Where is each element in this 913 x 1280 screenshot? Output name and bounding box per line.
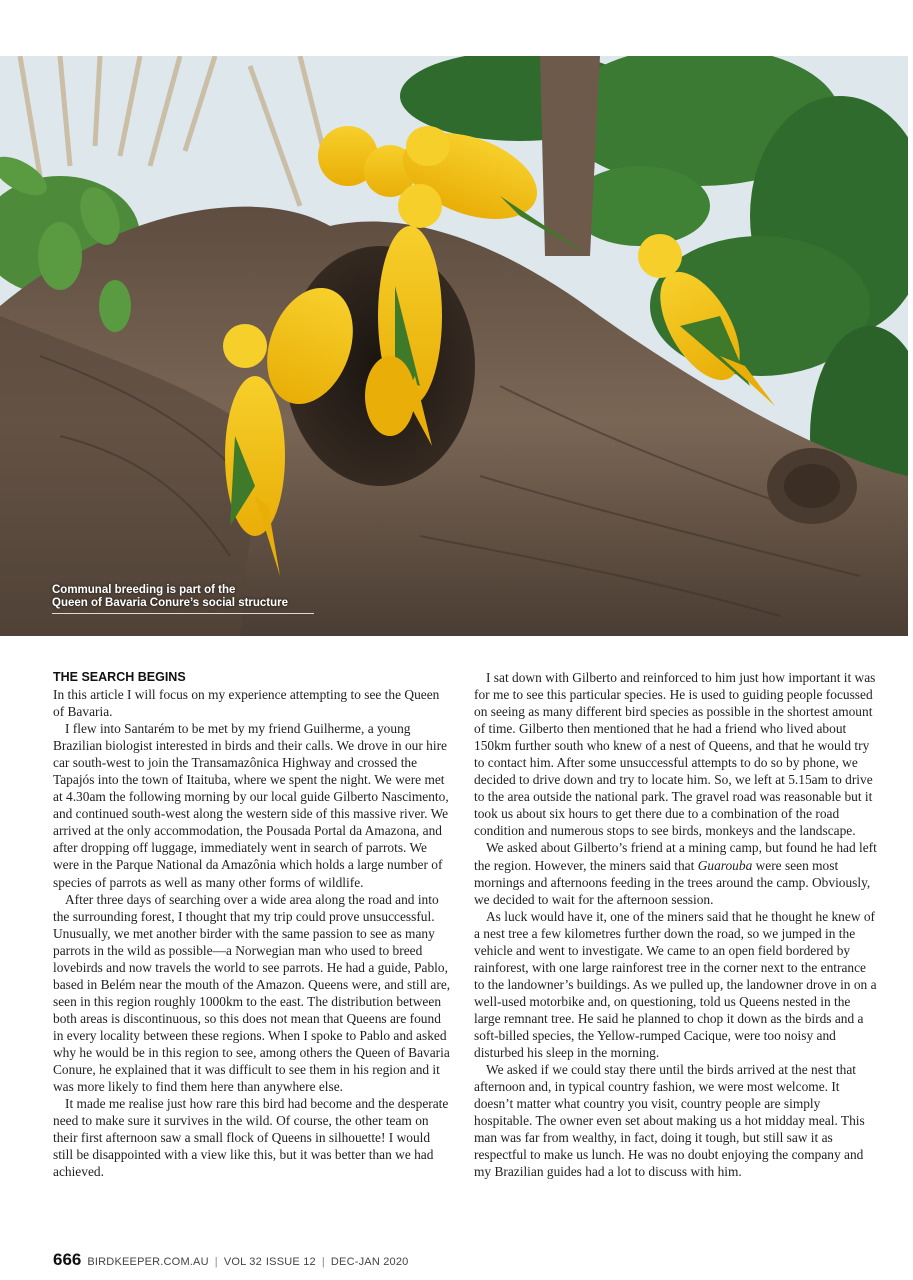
paragraph: As luck would have it, one of the miners said that he thought he knew of a nest tree a few kilometres further down the road, so we jumped in the vehicle and went to investigate. We came to an open field bordered by rainforest, with one large rainforest tree in the corner next to the entrance to the landowner’s buildings. As we pulled up, the landowner drove in on a well-used motorbike and, on questioning, told us Queens nested in the large remnant tree. He said he planned to chop it down as the birds and a soft-billed species, the Yellow-rumped Cacique, were too noisy and disturbed his sleep in the morning. — [474, 908, 877, 1061]
paragraph-text: were seen most mornings and afternoons feeding in the trees around the camp. Obviously, we decided to wait for the afternoon session. — [474, 857, 871, 907]
page-footer — [53, 1250, 409, 1272]
footer-separator: | — [214, 1256, 218, 1268]
paragraph-text: We asked about Gilberto’s friend at a mining camp, but found he had left the region. However, the miners said that — [474, 840, 877, 873]
section-heading: THE SEARCH BEGINS — [53, 670, 186, 684]
article-column-right — [474, 669, 878, 1180]
parrot-photo — [0, 56, 908, 636]
paragraph: We asked if we could stay there until the birds arrived at the nest that afternoon and, in typical country fashion, we were most welcome. It doesn’t matter what country you visit, country people are simply hospitable. The owner even set about making us a hot midday meal. This man was far from wealthy, in fact, doing it tough, but still saw it as respectful to make us lunch. He was no doubt enjoying the company and my Brazilian guides had a lot to discuss with him. — [474, 1062, 865, 1180]
paragraph: I flew into Santarém to be met by my friend Guilherme, a young Brazilian biologist interested in birds and their calls. We drove in our hire car south-west to join the Transamazônica Highway and crossed the Tapajós into the town of Itaituba, where we spent the night. We were met at 4.30am the following morning by our local guide Gilberto Nascimento, and continued south-west along the western side of this massive river. We arrived at the only accommodation, the Pousada Portal da Amazona, and after dropping off luggage, immediately went in search of parrots. We were in the Parque National da Amazônia which holds a large number of species of parrots as well as many other forms of wildlife. — [53, 721, 449, 890]
genus-name: Guarouba — [697, 857, 753, 873]
paragraph: It made me realise just how rare this bird had become and the desperate need to make sure it survives in the wild. Of course, the other team on their first afternoon saw a small flock of Queens in silhouette! I would still be disappointed with a view like this, but it was better than we had achieved. — [53, 1096, 449, 1180]
paragraph: In this article I will focus on my experience attempting to see the Queen of Bavaria. — [53, 687, 440, 720]
caption-line-1: Communal breeding is part of the — [52, 584, 236, 596]
footer-volume: VOL 32 — [223, 1256, 262, 1268]
paragraph: After three days of searching over a wide area along the road and into the surrounding forest, I thought that my trip could prove unsuccessful. Unusually, we met another birder with the same passion to see as many parrots in the wild as possible—a Norwegian man who used to breed lovebirds and now travels the world to see parrots. He had a guide, Pablo, based in Belém near the mouth of the Amazon. Queens were, and still are, seen in this region roughly 1000km to the east. The distribution between both areas is discontinuous, so this does not mean that Queens are found in every locality between these regions. When I spoke to Pablo and asked why he would be in this region to see, among others the Queen of Bavaria Conure, he explained that it was difficult to see them in his region and it was more likely to find them here than anywhere else. — [53, 891, 451, 1095]
paragraph — [474, 839, 878, 907]
caption-underline — [52, 613, 314, 614]
article-column-left — [53, 669, 453, 1180]
page-number: 666 — [53, 1250, 82, 1269]
footer-issue: ISSUE 12 — [265, 1256, 316, 1268]
paragraph: I sat down with Gilberto and reinforced to him just how important it was for me to see this particular species. He is used to guiding people focussed on seeing as many different bird species as possible in the shortest amount of time. Gilberto then mentioned that he had a friend who lived about 150km further south who knew of a nest of Queens, and that he would try to contact him. After some unsuccessful attempts to do so by phone, we decided to drive down and try to locate him. So, we left at 5.15am to drive to the area outside the national park. The gravel road was reasonable but it took us about six hours to get there due to a combination of the road condition and numerous stops to see birds, monkeys and the landscape. — [474, 670, 876, 839]
footer-date: DEC-JAN 2020 — [330, 1256, 409, 1268]
footer-site: BIRDKEEPER.COM.AU — [87, 1256, 209, 1268]
photo-caption — [52, 584, 322, 610]
footer-separator: | — [321, 1256, 325, 1268]
caption-line-2: Queen of Bavaria Conure’s social structure — [52, 597, 289, 609]
top-margin — [0, 0, 913, 56]
